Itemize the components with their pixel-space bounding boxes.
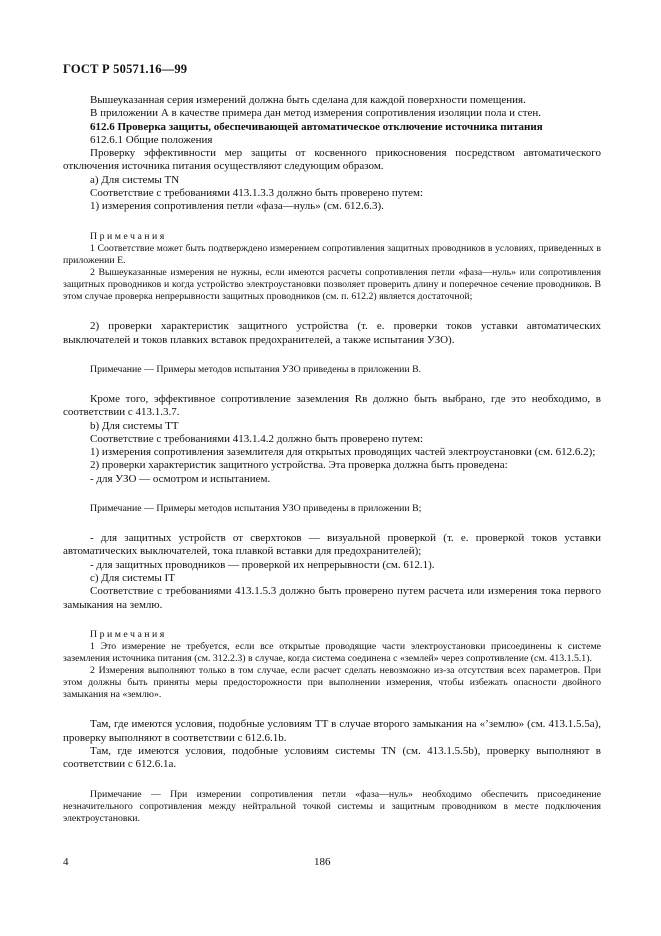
paragraph: - для защитных устройств от сверхтоков — визуальной проверкой (т. е. проверкой токов уставки автоматических выключателей, тока плавкой вставки для предохранителей);: [63, 532, 601, 558]
paragraph: с) Для системы IT: [90, 571, 175, 584]
paragraph: Соответствие с требованиями 413.1.4.2 должно быть проверено путем:: [90, 432, 424, 445]
paragraph: b) Для системы TT: [90, 419, 179, 432]
notes-heading: Примечания: [90, 628, 167, 640]
paragraph: Проверку эффективности мер защиты от косвенного прикосновения посредством автоматического отключения источника питания осуществляют следующим образом.: [63, 147, 601, 173]
note-item: 2 Измерения выполняют только в том случае, если расчет сделать невозможно из-за отсутствия всех параметров. При этом должны быть приняты меры предосторожности при выполнении измерения, чтобы избежать опасности двойного замыкания на «землю».: [63, 665, 601, 701]
paragraph: 2) проверки характеристик защитного устройства. Эта проверка должна быть проведена:: [90, 459, 508, 472]
note-single: Примечание — Примеры методов испытания УЗО приведены в приложении В;: [90, 503, 422, 514]
paragraph: - для защитных проводников — проверкой их непрерывности (см. 612.1).: [90, 558, 435, 571]
paragraph: 1) измерения сопротивления петли «фаза—нуль» (см. 612.6.3).: [90, 200, 384, 213]
document-page: [63, 62, 601, 922]
paragraph: Соответствие с требованиями 413.1.3.3 должно быть проверено путем:: [90, 187, 424, 200]
paragraph: Там, где имеются условия, подобные условиям системы TN (см. 413.1.5.5b), проверку выполняют в соответствии с 612.6.1а.: [63, 745, 601, 771]
subsection-heading: 612.6.1 Общие положения: [90, 133, 213, 146]
section-heading: 612.6 Проверка защиты, обеспечивающей автоматическое отключение источника питания: [90, 120, 543, 133]
paragraph: 1) измерения сопротивления заземлителя для открытых проводящих частей электроустановки (см. 612.6.2);: [90, 446, 596, 459]
paragraph: а) Для системы TN: [90, 173, 180, 186]
document-body: [63, 94, 601, 825]
paragraph: Кроме того, эффективное сопротивление заземления Rв должно быть выбрано, где это необходимо, в соответствии с 413.1.3.7.: [63, 392, 601, 419]
note-single: Примечание — При измерении сопротивления петли «фаза—нуль» необходимо обеспечить присоединение незначительного сопротивления между нейтральной точкой системы и защитным проводником в месте подключения электроустановки.: [63, 788, 601, 824]
notes-heading: Примечания: [90, 230, 167, 242]
paragraph: Вышеуказанная серия измерений должна быть сделана для каждой поверхности помещения.: [90, 94, 526, 106]
page-number-left: 4: [63, 856, 69, 868]
paragraph: 2) проверки характеристик защитного устройства (т. е. проверки токов уставки автоматических выключателей и токов плавких вставок предохранителей, а также испытания УЗО).: [63, 320, 601, 346]
note-item: 2 Вышеуказанные измерения не нужны, если имеются расчеты сопротивления петли «фаза—нуль» или сопротивления защитных проводников и когда устройство электроустановки позволяет проверить длину и поперечное сечение проводников. В этом случае проверка непрерывности защитных проводников (см. п. 612.2) является достаточной;: [63, 266, 601, 303]
paragraph: Соответствие с требованиями 413.1.5.3 должно быть проверено путем расчета или измерения тока первого замыкания на землю.: [63, 585, 601, 611]
paragraph: Там, где имеются условия, подобные условиям TT в случае второго замыкания на «’землю» (см. 413.1.5.5а), проверку выполняют в соответствии с 612.6.1b.: [63, 718, 601, 744]
document-header: ГОСТ Р 50571.16—99: [63, 62, 188, 76]
paragraph: В приложении А в качестве примера дан метод измерения сопротивления изоляции пола и стен.: [90, 107, 542, 120]
note-single: Примечание — Примеры методов испытания УЗО приведены в приложении В.: [90, 363, 422, 375]
paragraph: - для УЗО — осмотром и испытанием.: [90, 472, 271, 485]
page-number-center: 186: [314, 856, 331, 868]
note-item: 1 Это измерение не требуется, если все открытые проводящие части электроустановки присоединены к системе заземления источника питания (см. 312.2.3) в случае, когда система соединена с «землей» через сопротивление (см. 413.1.5.1).: [63, 640, 601, 665]
note-item: 1 Соответствие может быть подтверждено измерением сопротивления защитных проводников в условиях, приведенных в приложении Е.: [63, 242, 601, 266]
